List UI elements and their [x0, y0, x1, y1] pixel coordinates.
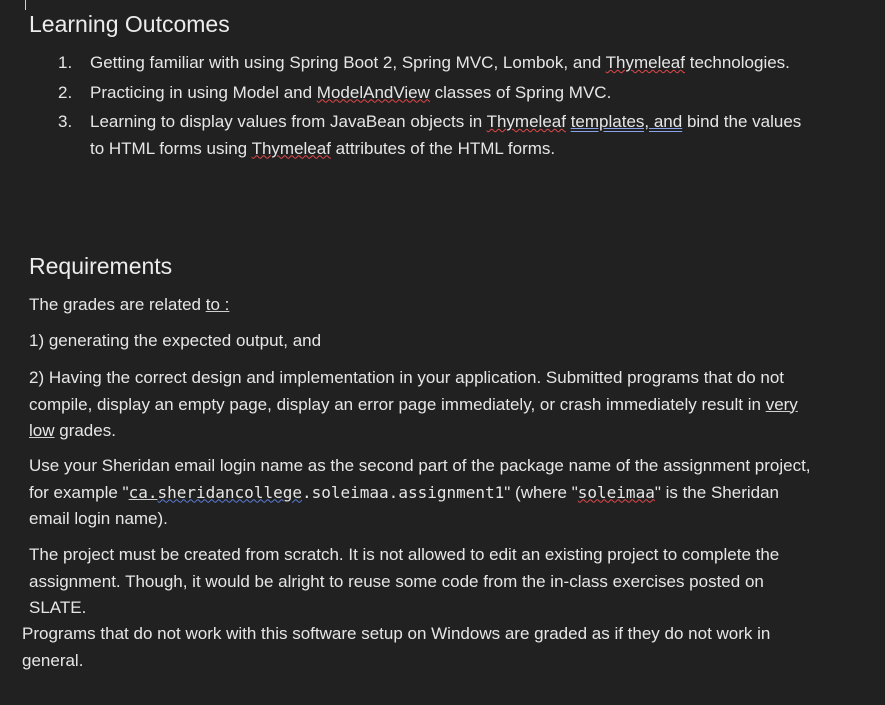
list-text: Practicing in using Model and: [90, 82, 317, 102]
paragraph-text: The grades are related: [29, 295, 206, 314]
list-text: attributes of the HTML forms.: [330, 138, 556, 158]
paragraph-text: " is the Sheridan email login name).: [29, 482, 779, 528]
grammar-flagged-text: templates, and: [570, 112, 683, 131]
underlined-text: to :: [205, 295, 230, 314]
paragraph-output: 1) generating the expected output, and: [29, 331, 322, 350]
list-text: classes of Spring MVC.: [429, 82, 612, 102]
misspelled-word: Thymeleaf: [486, 112, 566, 131]
misspelled-word: Thymeleaf: [605, 53, 685, 72]
list-item: [58, 50, 818, 77]
list-text: Learning to display values from JavaBean objects in: [90, 112, 487, 131]
paragraph-text: 2) Having the correct design and implementation in your application. Submitted programs that do not compile, display an empty page, display an error page immediately, or crash immediately result in: [29, 368, 785, 414]
list-item: [58, 80, 818, 107]
list-text: technologies.: [685, 53, 790, 72]
paragraph-scratch: The project must be created from scratch. It is not allowed to edit an existing project to complete the assignment. Though, it would be alright to reuse some code from the in-class exercises posted on SLATE.: [29, 545, 780, 617]
code-text-flagged: soleimaa: [577, 482, 655, 502]
paragraph-grades: [29, 292, 819, 319]
list-number: 1.: [58, 53, 73, 72]
list-text: Getting familiar with using Spring Boot 2, Spring MVC, Lombok, and: [90, 53, 606, 72]
requirements-heading: Requirements: [29, 253, 173, 279]
text-cursor: [25, 0, 26, 10]
paragraph-package-name: [29, 453, 819, 533]
misspelled-word: Thymeleaf: [251, 138, 331, 158]
code-text-flagged: sheridancollege: [157, 482, 302, 502]
list-text: bind the values to HTML forms using: [90, 112, 802, 158]
learning-outcomes-heading: Learning Outcomes: [29, 11, 230, 37]
paragraph-design: [29, 365, 819, 445]
underlined-text: very low: [29, 394, 798, 440]
code-text: .soleimaa.assignment1: [301, 482, 505, 502]
list-item: [58, 109, 818, 162]
paragraph-windows: Programs that do not work with this software setup on Windows are graded as if they do not work in general.: [22, 624, 771, 670]
paragraph-text: grades.: [54, 421, 116, 440]
paragraph-text: " (where ": [504, 482, 578, 502]
code-text: ca.: [128, 482, 158, 502]
learning-outcomes-list: [58, 50, 818, 165]
paragraph-text: Use your Sheridan email login name as the second part of the package name of the assignment project, for example ": [29, 456, 811, 502]
list-number: 3.: [58, 112, 73, 131]
misspelled-word: ModelAndView: [316, 82, 430, 102]
list-number: 2.: [58, 82, 73, 102]
